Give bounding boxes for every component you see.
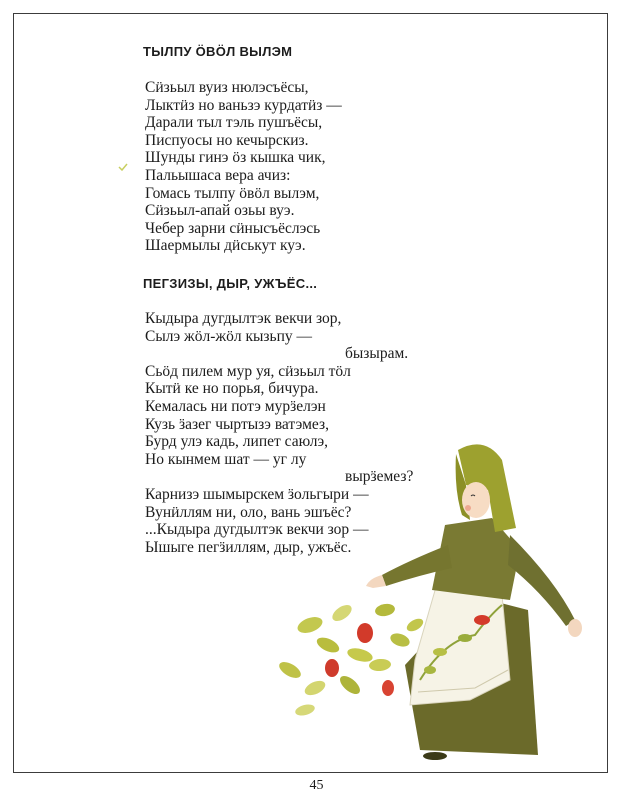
poem1-body: [145, 79, 342, 255]
poem-line: Кыдыра дугдылтэк векчи зор,: [145, 310, 342, 327]
poem-line: Сьӧд пилем мур уя, сӥзьыл тӧл: [145, 362, 351, 380]
poem-line: вырӟемез?: [345, 468, 414, 486]
poem-line: Ышыге пегӟиллям, дыр, ужъёс.: [145, 538, 352, 556]
poem-line: Бурд улэ кадь, липет саюлэ,: [145, 433, 329, 451]
poem-line: Кузь ӟазег чыртызэ ватэмез,: [145, 415, 329, 433]
page-number: 45: [309, 778, 324, 793]
poem-line: Сӥзьыл-апай озьы вуэ.: [145, 202, 295, 220]
poem-line: Кытӥ ке но порья, бичура.: [145, 380, 319, 398]
poem-line: ...Кыдыра дугдылтэк векчи зор —: [145, 521, 369, 539]
poem-line: Шаермылы дӥськут куэ.: [145, 237, 306, 255]
poem1-title: ТЫЛПУ ӦВӦЛ ВЫЛЭМ: [143, 44, 293, 59]
girl-with-leaves-illustration: [270, 430, 610, 770]
poem-line: Чебер зарни сӥнысъёслэсь: [145, 219, 321, 237]
poem-line: Пальышаса вера ачиз:: [145, 166, 291, 184]
poem-line: Карнизэ шымырскем ӟольгыри —: [145, 485, 369, 503]
poem-line: Но кынмем шат — уг лу: [145, 450, 307, 468]
small-check-mark: [118, 163, 128, 171]
poem-line: Сылэ жӧл-жӧл кызьпу —: [145, 327, 312, 345]
poem2-title: ПЕГЗИЗЫ, ДЫР, УЖЪЁС...: [143, 276, 318, 291]
poem-line: Сӥзьыл вуиз нюлэсъёсы,: [145, 79, 309, 96]
poem-line: бызырам.: [345, 345, 409, 363]
autumn-leaves: [277, 602, 426, 718]
poem-line: Дарали тыл тэль пушъёсы,: [145, 114, 323, 132]
poem-line: Писпуосы но кечырскиз.: [145, 131, 309, 149]
poem-line: Гомась тылпу ӧвӧл вылэм,: [145, 184, 320, 202]
poem-line: Кемалась ни потэ мурӟелэн: [145, 397, 326, 415]
poem-line: Лыктӥз но ваньзэ курдатӥз —: [145, 96, 342, 114]
poem-line: Вунӥллям ни, оло, вань эшъёс?: [145, 503, 352, 521]
poem-line: Шунды гинэ ӧз кышка чик,: [145, 149, 326, 167]
